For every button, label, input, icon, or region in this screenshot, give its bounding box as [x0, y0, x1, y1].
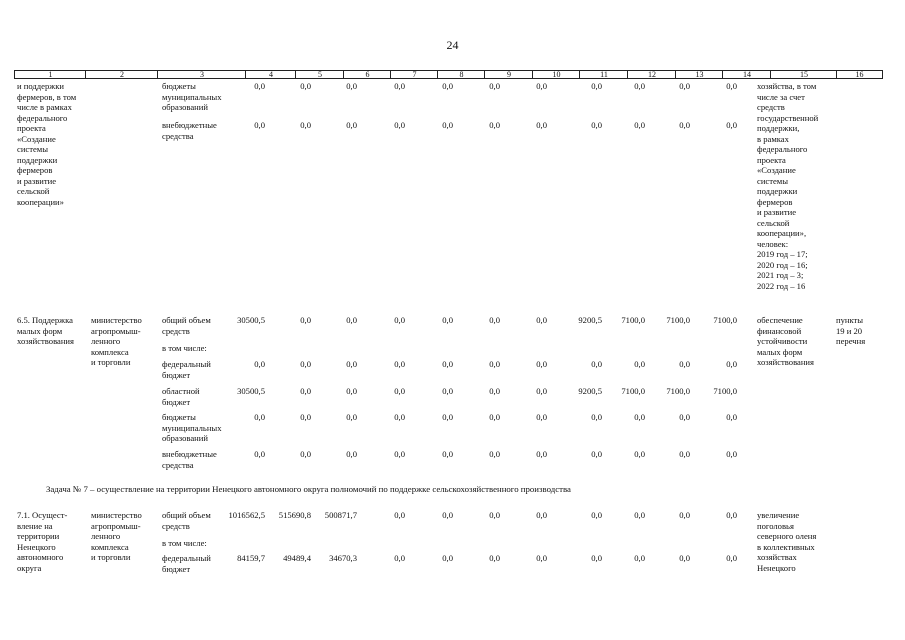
activity-name: числе в рамках	[17, 102, 72, 112]
cell-value: 0,0	[346, 359, 357, 369]
cell-value: 0,0	[536, 449, 547, 459]
funding-source-label: внебюджетные	[162, 120, 217, 130]
funding-source-label: внебюджетные	[162, 449, 217, 459]
cell-value: 0,0	[300, 359, 311, 369]
reference-note: перечня	[836, 336, 866, 346]
cell-value: 0,0	[442, 120, 453, 130]
cell-value: 0,0	[679, 81, 690, 91]
activity-name: хозяйствования	[17, 336, 74, 346]
funding-source-label: образований	[162, 433, 208, 443]
cell-value: 0,0	[394, 359, 405, 369]
cell-value: 0,0	[489, 81, 500, 91]
expected-result: хозяйствования	[757, 357, 814, 367]
column-header-1: 1	[14, 70, 86, 79]
expected-result: 2021 год – 3;	[757, 270, 804, 280]
cell-value: 0,0	[489, 510, 500, 520]
funding-source-label: федеральный	[162, 359, 211, 369]
cell-value: 0,0	[394, 120, 405, 130]
cell-value: 0,0	[679, 510, 690, 520]
cell-value: 0,0	[442, 553, 453, 563]
cell-value: 0,0	[300, 386, 311, 396]
cell-value: 0,0	[442, 386, 453, 396]
funding-source-label: в том числе:	[162, 343, 207, 353]
column-header-15: 15	[770, 70, 837, 79]
cell-value: 0,0	[346, 449, 357, 459]
expected-result: и развитие	[757, 207, 797, 217]
cell-value: 0,0	[300, 412, 311, 422]
responsible-executor: агропромыш-	[91, 325, 141, 336]
activity-name: фермеров, в том	[17, 91, 77, 102]
expected-result: числе за счет	[757, 91, 805, 102]
expected-result: проекта	[757, 154, 786, 165]
responsible-executor: комплекса	[91, 346, 129, 357]
column-header-7: 7	[390, 70, 438, 79]
cell-value: 0,0	[634, 81, 645, 91]
activity-name: сельской	[17, 186, 50, 196]
cell-value: 0,0	[489, 449, 500, 459]
activity-name: 7.1. Осущест-	[17, 510, 68, 520]
cell-value: 0,0	[726, 412, 737, 422]
expected-result: хозяйства, в том	[757, 81, 817, 91]
funding-source-label: средства	[162, 130, 194, 141]
funding-source-label: средства	[162, 459, 194, 470]
funding-source-label: бюджет	[162, 369, 191, 380]
cell-value: 0,0	[591, 510, 602, 520]
expected-result: поголовья	[757, 520, 794, 531]
cell-value: 0,0	[591, 412, 602, 422]
expected-result: «Создание	[757, 165, 796, 175]
cell-value: 7100,0	[621, 386, 645, 396]
cell-value: 0,0	[394, 412, 405, 422]
cell-value: 500871,7	[324, 510, 357, 520]
cell-value: 34670,3	[329, 553, 357, 563]
responsible-executor: ленного	[91, 336, 121, 346]
activity-name: вление на	[17, 520, 53, 531]
funding-source-label: в том числе:	[162, 538, 207, 548]
responsible-executor: министерство	[91, 315, 142, 325]
expected-result: обеспечение	[757, 315, 803, 325]
cell-value: 7100,0	[621, 315, 645, 325]
expected-result: Ненецкого	[757, 562, 796, 573]
funding-source-label: муниципальных	[162, 422, 222, 433]
funding-source-label: образований	[162, 102, 208, 112]
cell-value: 0,0	[591, 449, 602, 459]
cell-value: 0,0	[254, 120, 265, 130]
cell-value: 0,0	[442, 315, 453, 325]
funding-source-label: бюджет	[162, 563, 191, 574]
cell-value: 0,0	[536, 120, 547, 130]
activity-name: территории	[17, 531, 60, 541]
column-header-3: 3	[157, 70, 246, 79]
reference-note: 19 и 20	[836, 325, 863, 336]
column-header-9: 9	[484, 70, 533, 79]
expected-result: 2022 год – 16	[757, 280, 806, 291]
cell-value: 0,0	[442, 510, 453, 520]
cell-value: 0,0	[536, 510, 547, 520]
expected-result: средств	[757, 102, 785, 112]
cell-value: 0,0	[346, 412, 357, 422]
cell-value: 1016562,5	[228, 510, 265, 520]
cell-value: 7100,0	[666, 386, 690, 396]
cell-value: 0,0	[489, 120, 500, 130]
cell-value: 7100,0	[713, 315, 737, 325]
activity-name: и развитие	[17, 175, 57, 186]
expected-result: увеличение	[757, 510, 800, 520]
activity-name: фермеров	[17, 165, 53, 175]
cell-value: 30500,5	[237, 386, 265, 396]
cell-value: 0,0	[536, 386, 547, 396]
cell-value: 0,0	[442, 81, 453, 91]
cell-value: 0,0	[634, 553, 645, 563]
cell-value: 49489,4	[283, 553, 311, 563]
cell-value: 0,0	[536, 359, 547, 369]
cell-value: 0,0	[726, 81, 737, 91]
activity-name: поддержки	[17, 154, 58, 165]
funding-source-label: бюджеты	[162, 81, 196, 91]
expected-result: поддержки,	[757, 123, 800, 133]
funding-source-label: бюджет	[162, 396, 191, 407]
expected-result: малых форм	[757, 346, 803, 357]
cell-value: 0,0	[634, 449, 645, 459]
cell-value: 0,0	[634, 412, 645, 422]
cell-value: 0,0	[536, 412, 547, 422]
cell-value: 0,0	[536, 553, 547, 563]
funding-source-label: бюджеты	[162, 412, 196, 422]
cell-value: 7100,0	[713, 386, 737, 396]
cell-value: 0,0	[300, 449, 311, 459]
cell-value: 9200,5	[578, 386, 602, 396]
column-header-14: 14	[722, 70, 771, 79]
cell-value: 7100,0	[666, 315, 690, 325]
cell-value: 0,0	[679, 412, 690, 422]
expected-result: человек:	[757, 238, 789, 249]
cell-value: 84159,7	[237, 553, 265, 563]
cell-value: 0,0	[726, 359, 737, 369]
funding-source-label: областной	[162, 386, 200, 396]
cell-value: 0,0	[489, 412, 500, 422]
cell-value: 0,0	[442, 449, 453, 459]
responsible-executor: и торговли	[91, 552, 131, 562]
cell-value: 0,0	[726, 553, 737, 563]
cell-value: 0,0	[591, 553, 602, 563]
expected-result: в коллективных	[757, 541, 815, 552]
cell-value: 0,0	[394, 315, 405, 325]
cell-value: 0,0	[254, 359, 265, 369]
cell-value: 0,0	[634, 510, 645, 520]
expected-result: устойчивости	[757, 336, 808, 346]
column-header-5: 5	[295, 70, 344, 79]
activity-name: кооперации»	[17, 196, 64, 207]
activity-name: проекта	[17, 123, 46, 133]
cell-value: 0,0	[489, 359, 500, 369]
responsible-executor: министерство	[91, 510, 142, 520]
column-header-16: 16	[836, 70, 883, 79]
activity-name: малых форм	[17, 325, 63, 336]
column-header-6: 6	[343, 70, 391, 79]
expected-result: северного оленя	[757, 531, 817, 541]
cell-value: 0,0	[726, 120, 737, 130]
column-header-4: 4	[245, 70, 296, 79]
activity-name: «Создание	[17, 133, 56, 144]
funding-source-label: средств	[162, 520, 190, 531]
activity-name: 6.5. Поддержка	[17, 315, 73, 325]
cell-value: 0,0	[591, 120, 602, 130]
responsible-executor: комплекса	[91, 541, 129, 552]
expected-result: системы	[757, 175, 789, 186]
cell-value: 0,0	[394, 553, 405, 563]
cell-value: 0,0	[536, 315, 547, 325]
expected-result: сельской	[757, 217, 790, 228]
expected-result: хозяйствах	[757, 552, 797, 562]
cell-value: 0,0	[394, 510, 405, 520]
reference-note: пункты	[836, 315, 864, 325]
cell-value: 0,0	[536, 81, 547, 91]
cell-value: 0,0	[679, 449, 690, 459]
cell-value: 0,0	[442, 359, 453, 369]
responsible-executor: агропромыш-	[91, 520, 141, 531]
cell-value: 0,0	[254, 412, 265, 422]
column-header-10: 10	[532, 70, 580, 79]
cell-value: 0,0	[254, 81, 265, 91]
funding-source-label: общий объем	[162, 315, 211, 325]
funding-source-label: средств	[162, 325, 190, 336]
cell-value: 0,0	[591, 359, 602, 369]
expected-result: финансовой	[757, 325, 802, 336]
expected-result: в рамках	[757, 133, 789, 144]
cell-value: 0,0	[489, 553, 500, 563]
cell-value: 0,0	[679, 553, 690, 563]
cell-value: 515690,8	[278, 510, 311, 520]
responsible-executor: ленного	[91, 531, 121, 541]
cell-value: 0,0	[679, 359, 690, 369]
activity-name: Ненецкого	[17, 541, 56, 552]
expected-result: поддержки	[757, 186, 798, 196]
expected-result: кооперации»,	[757, 228, 807, 238]
cell-value: 0,0	[679, 120, 690, 130]
expected-result: 2020 год – 16;	[757, 259, 808, 270]
responsible-executor: и торговли	[91, 357, 131, 367]
activity-name: федерального	[17, 112, 68, 123]
cell-value: 0,0	[394, 81, 405, 91]
column-header-row	[14, 70, 882, 80]
funding-source-label: муниципальных	[162, 91, 222, 102]
cell-value: 0,0	[346, 315, 357, 325]
cell-value: 0,0	[726, 449, 737, 459]
cell-value: 9200,5	[578, 315, 602, 325]
activity-name: округа	[17, 562, 42, 573]
cell-value: 0,0	[346, 81, 357, 91]
expected-result: 2019 год – 17;	[757, 249, 808, 259]
column-header-12: 12	[627, 70, 676, 79]
cell-value: 0,0	[300, 81, 311, 91]
activity-name: и поддержки	[17, 81, 64, 91]
cell-value: 0,0	[726, 510, 737, 520]
task-heading: Задача № 7 – осуществление на территории Ненецкого автономного округа полномочий по поддержке сельскохозяйственного производства	[46, 484, 571, 494]
column-header-8: 8	[437, 70, 485, 79]
cell-value: 0,0	[591, 81, 602, 91]
cell-value: 0,0	[489, 386, 500, 396]
cell-value: 0,0	[489, 315, 500, 325]
cell-value: 0,0	[346, 386, 357, 396]
column-header-13: 13	[675, 70, 723, 79]
funding-source-label: федеральный	[162, 553, 211, 563]
column-header-2: 2	[85, 70, 158, 79]
cell-value: 0,0	[634, 120, 645, 130]
activity-name: системы	[17, 144, 49, 154]
cell-value: 0,0	[300, 120, 311, 130]
page-number: 24	[446, 38, 459, 52]
column-header-11: 11	[579, 70, 628, 79]
activity-name: автономного	[17, 552, 64, 562]
cell-value: 30500,5	[237, 315, 265, 325]
cell-value: 0,0	[300, 315, 311, 325]
cell-value: 0,0	[394, 449, 405, 459]
expected-result: федерального	[757, 144, 808, 154]
cell-value: 0,0	[634, 359, 645, 369]
cell-value: 0,0	[254, 449, 265, 459]
funding-source-label: общий объем	[162, 510, 211, 520]
cell-value: 0,0	[442, 412, 453, 422]
expected-result: государственной	[757, 112, 819, 123]
cell-value: 0,0	[346, 120, 357, 130]
expected-result: фермеров	[757, 196, 793, 207]
cell-value: 0,0	[394, 386, 405, 396]
